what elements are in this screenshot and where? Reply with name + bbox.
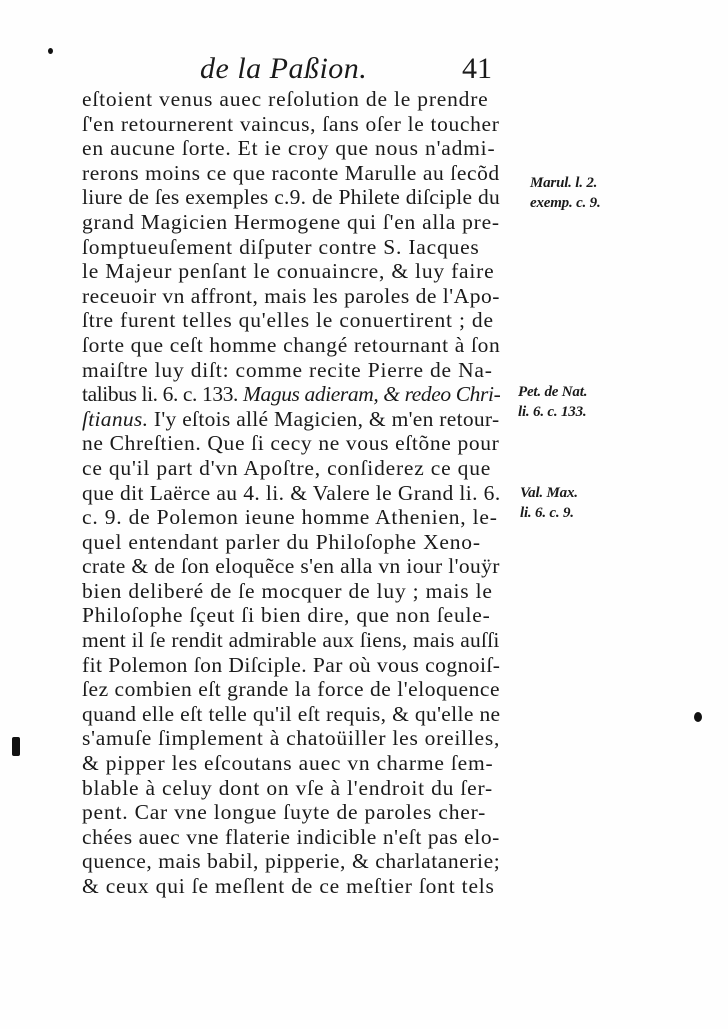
text-run: & pipper les eſcoutans auec vn charme ſem- (82, 751, 494, 776)
text-line (82, 456, 500, 481)
text-run: quand elle eſt telle qu'il eſt requis, & qu'elle ne (82, 701, 501, 726)
margin-note-line: Pet. de Nat. (518, 384, 588, 400)
text-run: ſez combien eſt grande la force de l'eloquence (82, 677, 501, 702)
text-run: le Majeur penſant le conuaincre, & luy faire (82, 259, 495, 284)
text-run: pent. Car vne longue ſuyte de paroles cher- (82, 800, 487, 825)
text-line (82, 235, 500, 260)
text-line (82, 702, 500, 727)
text-line (82, 407, 500, 432)
text-run: maiſtre luy diſt: comme recite Pierre de Na- (82, 357, 493, 382)
text-line (82, 726, 500, 751)
running-title: de la Paßion. (200, 52, 368, 85)
text-line (82, 825, 500, 850)
text-run: ſomptueuſement diſputer contre S. Iacques (82, 234, 480, 259)
text-line (82, 751, 500, 776)
margin-note-line: li. 6. c. 133. (518, 404, 587, 420)
text-line (82, 653, 500, 678)
body-text (82, 87, 500, 899)
ink-speck (48, 48, 53, 54)
text-run: ſorte que ceſt homme changé retournant à ſon (82, 332, 501, 357)
text-run: bien deliberé de ſe mocquer de luy ; mais le (82, 578, 493, 603)
text-run: s'amuſe ſimplement à chatoüiller les oreilles, (82, 726, 501, 751)
text-line (82, 530, 500, 555)
text-run: I'y eſtois allé Magicien, & m'en retour- (148, 406, 500, 431)
text-line (82, 603, 500, 628)
text-line (82, 284, 500, 309)
text-run: talibus li. 6. c. 133. (82, 382, 243, 407)
margin-note (518, 382, 587, 422)
text-line (82, 161, 500, 186)
text-line (82, 505, 500, 530)
text-line (82, 481, 500, 506)
text-line (82, 874, 500, 899)
text-run: ne Chreſtien. Que ſi cecy ne vous eſtõne pour (82, 431, 500, 456)
text-run: en aucune ſorte. Et ie croy que nous n'admi- (82, 136, 496, 161)
text-run: fit Polemon ſon Diſciple. Par où vous cognoiſ- (82, 652, 501, 677)
text-line (82, 628, 500, 653)
text-line (82, 776, 500, 801)
text-run: quence, mais babil, pipperie, & charlatanerie; (82, 849, 501, 874)
text-run: Philoſophe ſçeut ſi bien dire, que non ſeule- (82, 603, 491, 628)
text-line (82, 333, 500, 358)
text-line (82, 382, 500, 407)
ink-mark (12, 737, 20, 756)
margin-note (530, 173, 601, 213)
text-run: receuoir vn affront, mais les paroles de l'Apo- (82, 283, 500, 308)
text-line (82, 185, 500, 210)
text-line (82, 210, 500, 235)
margin-note-line: li. 6. c. 9. (520, 505, 574, 521)
text-run: quel entendant parler du Philoſophe Xeno- (82, 529, 481, 554)
margin-note-line: Marul. l. 2. (530, 175, 598, 191)
text-run: blable à celuy dont on vſe à l'endroit du ſer- (82, 775, 493, 800)
text-run: liure de ſes exemples c.9. de Philete diſciple du (82, 185, 501, 210)
text-run: grand Magicien Hermogene qui ſ'en alla pre- (82, 209, 500, 234)
text-run: que dit Laërce au 4. li. & Valere le Grand li. 6. (82, 480, 501, 505)
italic-run: ſtianus. (82, 406, 149, 431)
page-number: 41 (462, 52, 492, 85)
text-line (82, 259, 500, 284)
text-line (82, 87, 500, 112)
text-line (82, 554, 500, 579)
text-line (82, 308, 500, 333)
margin-note-line: exemp. c. 9. (530, 195, 601, 211)
text-run: rerons moins ce que raconte Marulle au ſecõd (82, 160, 500, 185)
text-line (82, 800, 500, 825)
text-run: ce qu'il part d'vn Apoſtre, conſiderez ce que (82, 455, 492, 480)
text-line (82, 112, 500, 137)
text-line (82, 849, 500, 874)
text-line (82, 136, 500, 161)
text-run: ſ'en retournerent vaincus, ſans oſer le toucher (82, 111, 500, 136)
text-run: & ceux qui ſe meſlent de ce meſtier ſont tels (82, 874, 495, 898)
text-line (82, 358, 500, 383)
text-run: crate & de ſon eloquẽce s'en alla vn iour l'ouÿr (82, 554, 500, 579)
text-run: c. 9. de Polemon ieune homme Athenien, le- (82, 505, 498, 530)
ink-speck (694, 712, 702, 722)
italic-run: Magus adieram, & redeo Chri- (243, 382, 501, 407)
text-run: chées auec vne flaterie indicible n'eſt pas elo- (82, 824, 500, 849)
text-line (82, 579, 500, 604)
text-line (82, 677, 500, 702)
text-run: eſtoient venus auec reſolution de le prendre (82, 87, 489, 111)
text-run: ſtre furent telles qu'elles le conuertirent ; de (82, 308, 494, 333)
text-line (82, 431, 500, 456)
margin-note-line: Val. Max. (520, 485, 578, 501)
text-run: ment il ſe rendit admirable aux ſiens, mais auſſi (82, 628, 500, 653)
margin-note (520, 483, 578, 523)
